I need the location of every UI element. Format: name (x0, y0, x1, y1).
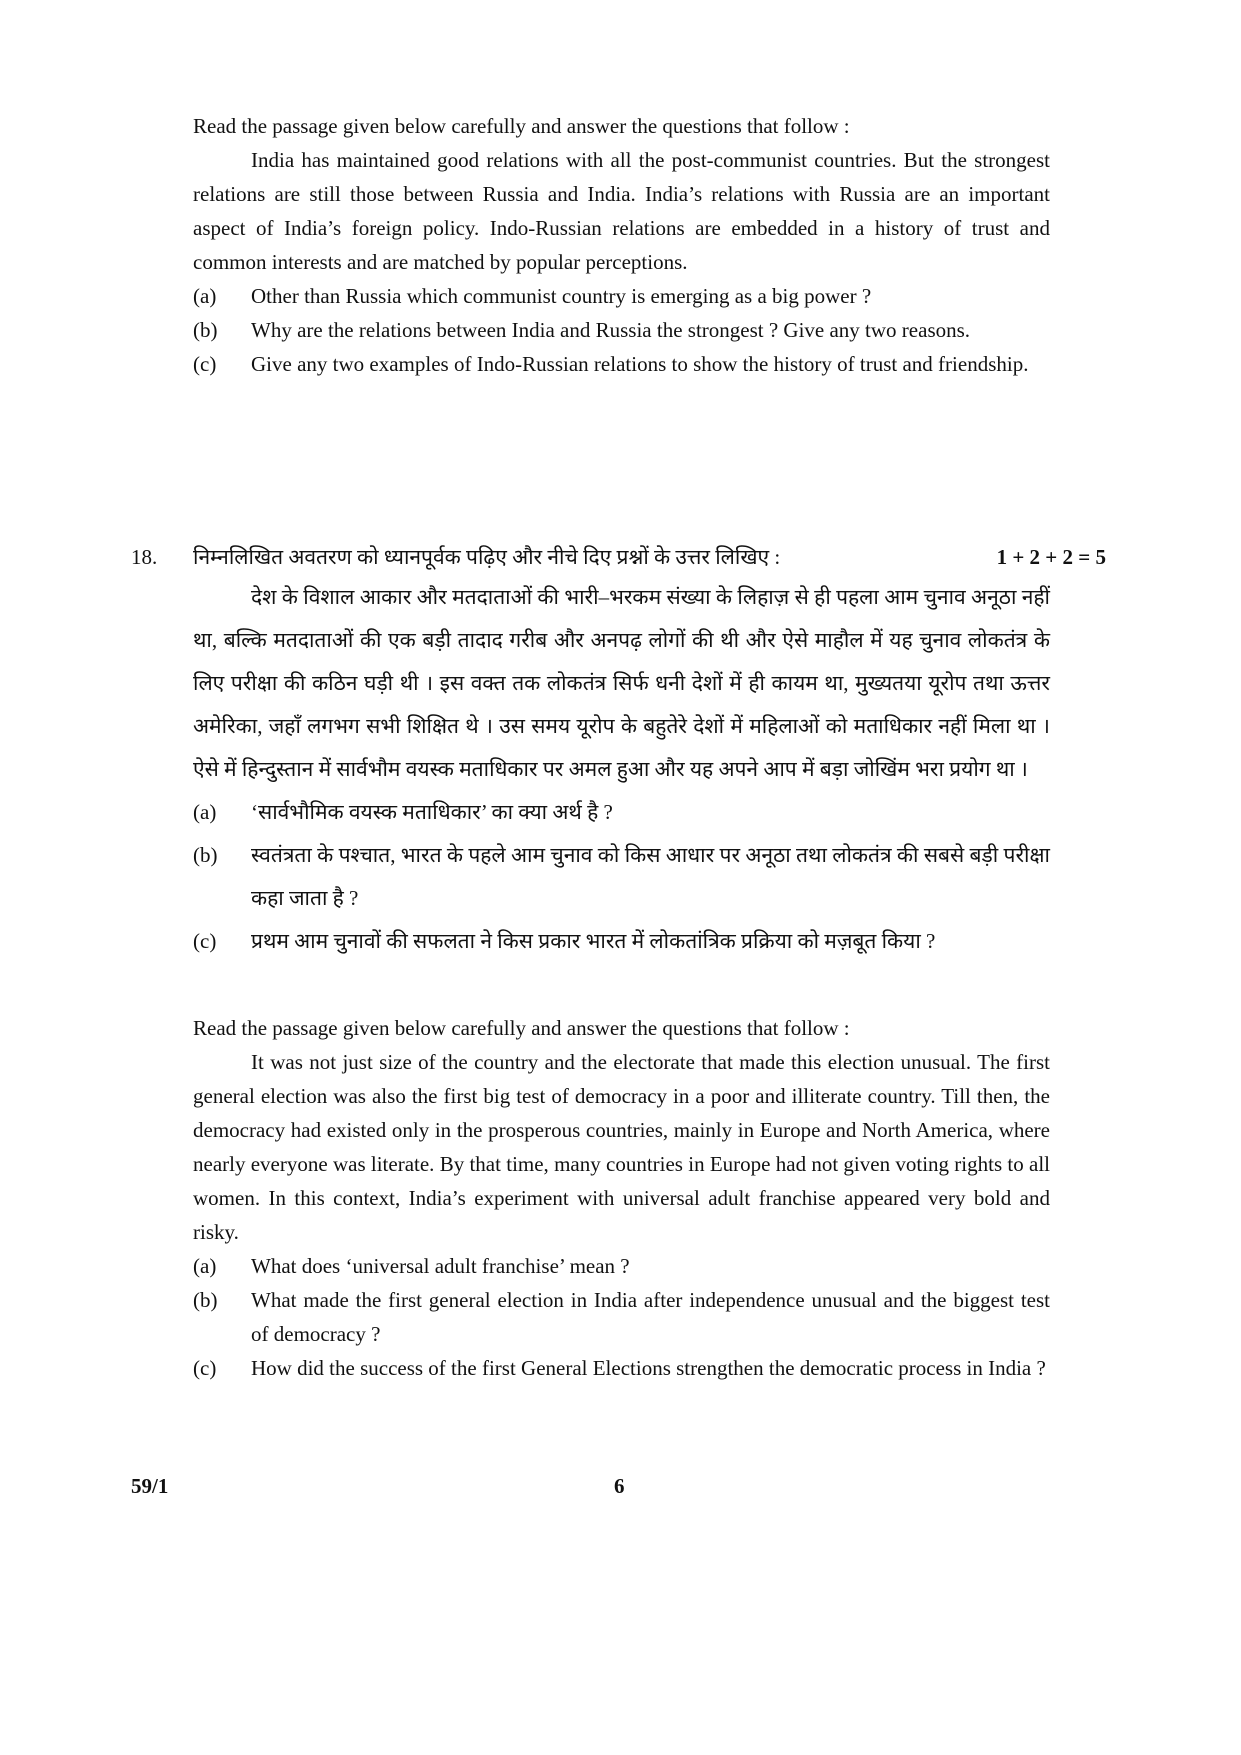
question-label: (b) (193, 1288, 218, 1312)
question-text: Other than Russia which communist country is emerging as a big power ? (251, 284, 872, 308)
question-label: (a) (193, 1254, 217, 1278)
question-item (193, 1351, 1050, 1385)
passage-section-election (193, 1011, 1050, 1385)
instruction: Read the passage given below carefully and answer the questions that follow : (193, 114, 850, 138)
question-text: What does ‘universal adult franchise’ mean ? (251, 1254, 630, 1278)
passage-text: It was not just size of the country and the electorate that made this election unusual. The first general election was also the first big test of democracy in a poor and illiterate country. Till then, the democracy had existed only in the prosperous countries, mainly in Europe and North America, where nearly everyone was literate. By that time, many countries in Europe had not given voting rights to all women. In this context, India’s experiment with universal adult franchise appeared very bold and risky. (193, 1050, 1050, 1244)
page-number: 6 (614, 1474, 625, 1498)
question-item (193, 347, 1050, 381)
passage-text-hindi: देश के विशाल आकार और मतदाताओं की भारी–भरकम संख्या के लिहाज़ से ही पहला आम चुनाव अनूठा नहीं था, बल्कि मतदाताओं की एक बड़ी तादाद गरीब और अनपढ़ लोगों की थी और ऐसे माहौल में यह चुनाव लोकतंत्र के लिए परीक्षा की कठिन घड़ी थी । इस वक्त तक लोकतंत्र सिर्फ धनी देशों में ही कायम था, मुख्यतया यूरोप तथा ऊत्तर अमेरिका, जहाँ लगभग सभी शिक्षित थे । उस समय यूरोप के बहुतेरे देशों में महिलाओं को मताधिकार नहीं मिला था । ऐसे में हिन्दुस्तान में सार्वभौम वयस्क मताधिकार पर अमल हुआ और यह अपने आप में बड़ा जोखिंम भरा प्रयोग था । (193, 585, 1050, 781)
passage-section-hindi (193, 576, 1050, 963)
question-text: स्वतंत्रता के पश्चात, भारत के पहले आम चुनाव को किस आधार पर अनूठा तथा लोकतंत्र की सबसे बड़ी परीक्षा कहा जाता है ? (251, 843, 1050, 910)
question-item (193, 834, 1050, 920)
question-item (193, 313, 1050, 347)
question-item (193, 279, 1050, 313)
paper-code: 59/1 (131, 1474, 169, 1498)
passage-section-russia (193, 109, 1050, 381)
question-label: (b) (193, 318, 218, 342)
question-label: (a) (193, 284, 217, 308)
question-item (193, 791, 1050, 834)
instruction-hindi: निम्नलिखित अवतरण को ध्यानपूर्वक पढ़िए और नीचे दिए प्रश्नों के उत्तर लिखिए : (193, 545, 781, 569)
question-label: (b) (193, 843, 218, 867)
marks-allocation: 1 + 2 + 2 = 5 (996, 545, 1106, 569)
question-text: ‘सार्वभौमिक वयस्क मताधिकार’ का क्या अर्थ है ? (251, 800, 613, 824)
question-text: How did the success of the first General Elections strengthen the democratic process in India ? (251, 1356, 1046, 1380)
question-number: 18. (131, 545, 158, 569)
question-text: Why are the relations between India and Russia the strongest ? Give any two reasons. (251, 318, 971, 342)
passage-text: India has maintained good relations with all the post-communist countries. But the strongest relations are still those between Russia and India. India’s relations with Russia are an important aspect of India’s foreign policy. Indo-Russian relations are embedded in a history of trust and common interests and are matched by popular perceptions. (193, 148, 1050, 274)
question-item (193, 920, 1050, 963)
question-item (193, 1249, 1050, 1283)
question-text: What made the first general election in India after independence unusual and the biggest test of democracy ? (251, 1288, 1050, 1346)
question-text: प्रथम आम चुनावों की सफलता ने किस प्रकार भारत में लोकतांत्रिक प्रक्रिया को मज़बूत किया ? (251, 929, 936, 953)
question-item (193, 1283, 1050, 1351)
question-label: (c) (193, 1356, 217, 1380)
question-label: (c) (193, 352, 217, 376)
hindi-instruction-wrap (193, 536, 953, 579)
question-label: (c) (193, 929, 217, 953)
question-text: Give any two examples of Indo-Russian relations to show the history of trust and friendship. (251, 352, 1029, 376)
instruction: Read the passage given below carefully and answer the questions that follow : (193, 1016, 850, 1040)
question-label: (a) (193, 800, 217, 824)
